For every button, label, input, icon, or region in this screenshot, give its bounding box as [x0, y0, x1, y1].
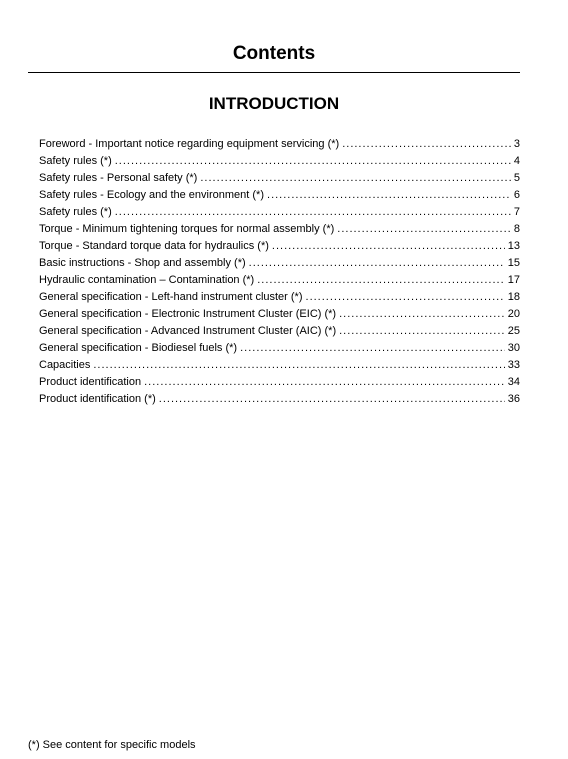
dot-leader: [200, 170, 511, 187]
dot-leader: [93, 357, 504, 374]
toc-entry[interactable]: [39, 289, 520, 306]
toc-entry-label: Capacities: [39, 359, 91, 371]
toc-entry[interactable]: [39, 136, 520, 153]
toc-entry-page: 8: [513, 223, 520, 235]
toc-entry-page: 13: [507, 240, 520, 252]
page-title: Contents: [232, 43, 316, 64]
toc-entry-page: 3: [513, 138, 520, 150]
toc-entry-page: 7: [513, 206, 520, 218]
dot-leader: [115, 204, 511, 221]
toc-entry[interactable]: [39, 153, 520, 170]
dot-leader: [115, 153, 511, 170]
toc-entry-label: General specification - Advanced Instrument Cluster (AIC) (*): [39, 325, 337, 337]
toc-entry-label: Safety rules - Personal safety (*): [39, 172, 198, 184]
dot-leader: [342, 136, 511, 153]
toc-entry-label: Torque - Minimum tightening torques for normal assembly (*): [39, 223, 335, 235]
toc-entry[interactable]: [39, 306, 520, 323]
toc-entry-label: Basic instructions - Shop and assembly (*): [39, 257, 246, 269]
toc-entry-label: Product identification (*): [39, 393, 156, 405]
toc-entry-label: General specification - Left-hand instrument cluster (*): [39, 291, 303, 303]
toc-entry[interactable]: [39, 374, 520, 391]
toc-entry-label: Foreword - Important notice regarding equipment servicing (*): [39, 138, 340, 150]
dot-leader: [306, 289, 505, 306]
toc-entry-page: 15: [507, 257, 520, 269]
toc-entry[interactable]: [39, 204, 520, 221]
title-divider: [28, 72, 520, 73]
toc-entry-page: 5: [513, 172, 520, 184]
toc-entry[interactable]: [39, 272, 520, 289]
toc-entry-label: Safety rules (*): [39, 155, 112, 167]
toc-entry-label: Safety rules (*): [39, 206, 112, 218]
toc-entry-label: Product identification: [39, 376, 142, 388]
toc-entry-page: 30: [507, 342, 520, 354]
dot-leader: [339, 306, 505, 323]
toc-entry[interactable]: [39, 340, 520, 357]
toc-entry-page: 25: [507, 325, 520, 337]
dot-leader: [249, 255, 505, 272]
toc-entry-label: Safety rules - Ecology and the environment (*): [39, 189, 265, 201]
dot-leader: [144, 374, 505, 391]
toc-entry-page: 4: [513, 155, 520, 167]
dot-leader: [240, 340, 505, 357]
toc-entry-page: 6: [513, 189, 520, 201]
table-of-contents: [39, 136, 520, 408]
toc-entry[interactable]: [39, 357, 520, 374]
toc-entry[interactable]: [39, 238, 520, 255]
toc-entry[interactable]: [39, 170, 520, 187]
toc-entry-page: 36: [507, 393, 520, 405]
toc-entry[interactable]: [39, 221, 520, 238]
dot-leader: [159, 391, 505, 408]
toc-entry[interactable]: [39, 323, 520, 340]
toc-entry-page: 33: [507, 359, 520, 371]
section-title: INTRODUCTION: [208, 94, 340, 113]
toc-entry-label: General specification - Biodiesel fuels (*): [39, 342, 238, 354]
toc-entry-page: 20: [507, 308, 520, 320]
dot-leader: [267, 187, 511, 204]
dot-leader: [257, 272, 505, 289]
toc-entry-label: Hydraulic contamination – Contamination (*): [39, 274, 255, 286]
dot-leader: [337, 221, 511, 238]
toc-entry[interactable]: [39, 391, 520, 408]
toc-entry-label: General specification - Electronic Instrument Cluster (EIC) (*): [39, 308, 337, 320]
dot-leader: [339, 323, 505, 340]
toc-entry-page: 17: [507, 274, 520, 286]
toc-entry-label: Torque - Standard torque data for hydraulics (*): [39, 240, 269, 252]
footnote: (*) See content for specific models: [28, 739, 196, 751]
toc-entry[interactable]: [39, 187, 520, 204]
toc-entry-page: 34: [507, 376, 520, 388]
toc-entry[interactable]: [39, 255, 520, 272]
dot-leader: [272, 238, 505, 255]
toc-entry-page: 18: [507, 291, 520, 303]
